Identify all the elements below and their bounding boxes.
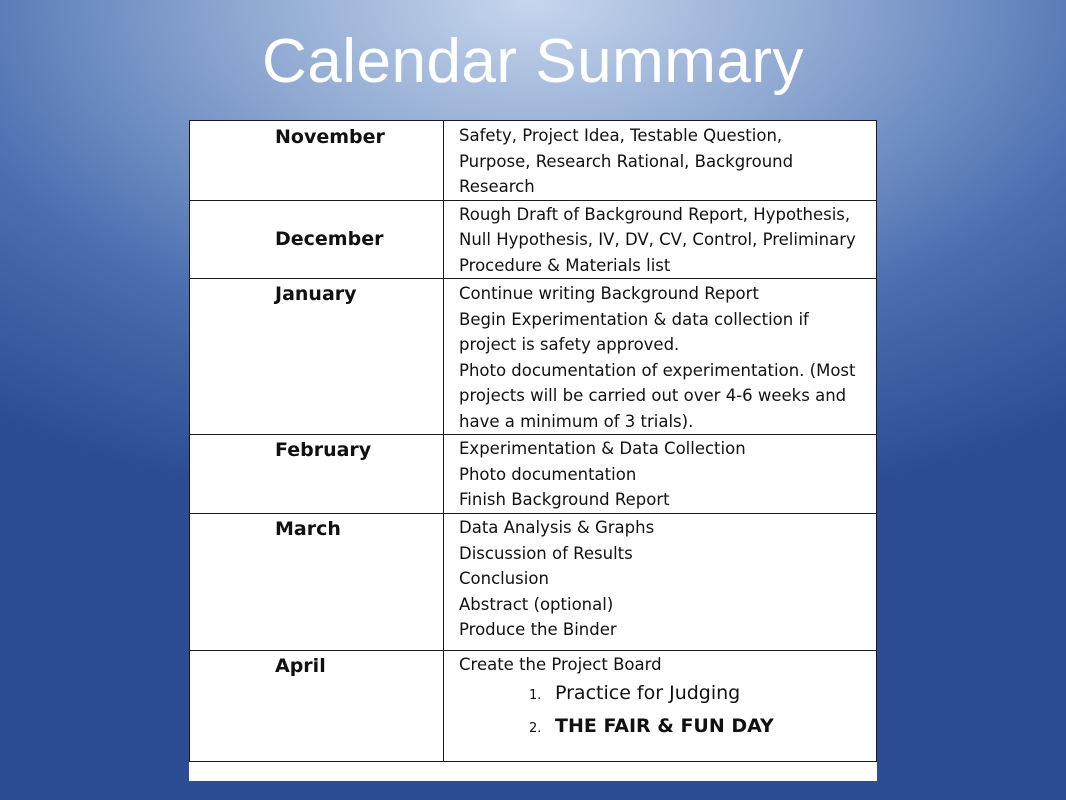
month-label: January <box>275 283 357 305</box>
task-line: Data Analysis & Graphs <box>459 518 655 537</box>
tasks-cell <box>444 121 877 201</box>
month-label: November <box>275 126 385 148</box>
table-row <box>190 121 877 201</box>
table-row <box>190 651 877 762</box>
month-cell <box>190 514 444 651</box>
month-cell <box>190 435 444 514</box>
tasks-cell <box>444 279 877 435</box>
list-number: 2. <box>529 720 542 736</box>
tasks-cell <box>444 514 877 651</box>
month-cell <box>190 200 444 279</box>
tasks-cell <box>444 435 877 514</box>
task-line: Procedure & Materials list <box>459 255 671 275</box>
task-line: Produce the Binder <box>459 620 617 639</box>
month-label: March <box>275 518 341 540</box>
task-line: Begin Experimentation & data collection if <box>459 309 809 329</box>
month-label: February <box>275 439 372 461</box>
task-line: project is safety approved. <box>459 335 680 354</box>
list-item <box>444 678 876 711</box>
task-line: Photo documentation <box>459 464 637 484</box>
table-row <box>190 435 877 514</box>
table-row <box>190 514 877 651</box>
task-line: Rough Draft of Background Report, Hypothesis, <box>459 204 851 224</box>
task-line: Photo documentation of experimentation. (Most <box>459 360 856 380</box>
task-line: Purpose, Research Rational, Background <box>459 151 794 171</box>
task-line: Discussion of Results <box>459 543 633 563</box>
month-label: April <box>275 655 326 677</box>
list-item-text: THE FAIR & FUN DAY <box>555 714 774 737</box>
task-line: Finish Background Report <box>459 490 670 509</box>
calendar-document <box>189 120 877 781</box>
task-line: Safety, Project Idea, Testable Question, <box>459 126 783 145</box>
task-line: Continue writing Background Report <box>459 284 759 303</box>
task-line: Experimentation & Data Collection <box>459 439 746 458</box>
task-line: Abstract (optional) <box>459 594 614 614</box>
month-label: December <box>275 228 384 251</box>
tasks-cell <box>444 651 877 762</box>
task-line: projects will be carried out over 4-6 weeks and <box>459 386 847 405</box>
list-item-text: Practice for Judging <box>555 681 741 704</box>
task-line: have a minimum of 3 trials). <box>459 411 694 431</box>
list-item <box>444 711 876 744</box>
month-cell <box>190 121 444 201</box>
task-line: Create the Project Board <box>459 655 662 674</box>
month-cell <box>190 279 444 435</box>
table-row <box>190 279 877 435</box>
task-line: Research <box>459 177 535 196</box>
judging-list <box>444 678 876 744</box>
calendar-table <box>189 120 877 762</box>
slide-title: Calendar Summary <box>261 27 805 96</box>
task-line: Null Hypothesis, IV, DV, CV, Control, Preliminary <box>459 230 856 249</box>
month-cell <box>190 651 444 762</box>
tasks-cell <box>444 200 877 279</box>
table-row <box>190 200 877 279</box>
task-line: Conclusion <box>459 569 549 588</box>
list-number: 1. <box>529 687 542 703</box>
